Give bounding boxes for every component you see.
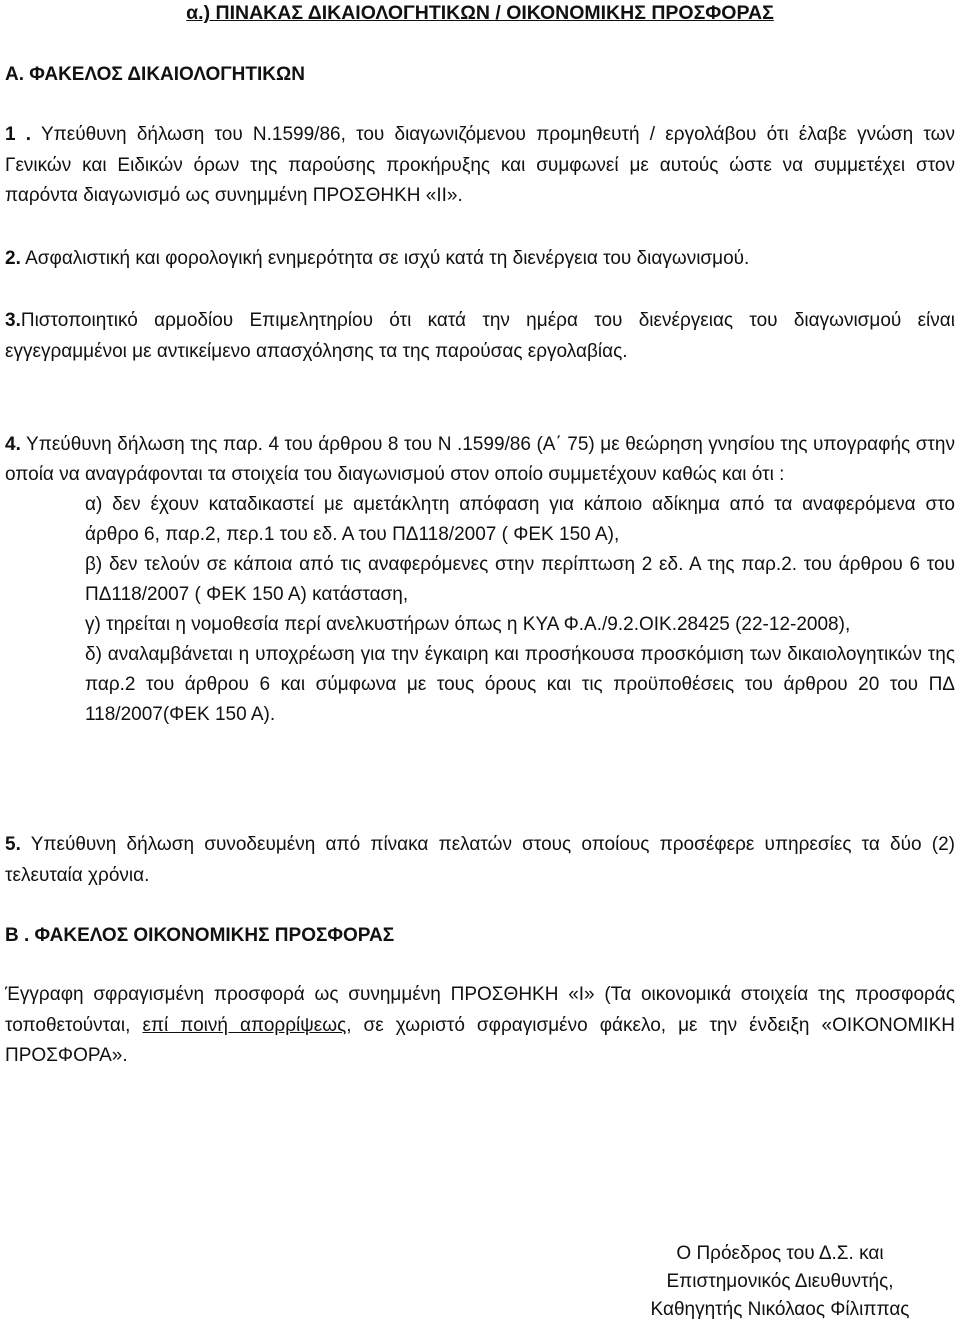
item-4-number: 4. xyxy=(5,434,21,455)
section-b-underlined: επί ποινή απορρίψεως xyxy=(142,1014,347,1036)
item-4-d: δ) αναλαμβάνεται η υποχρέωση για την έγκαιρη και προσήκουσα προσκόμιση των δικαιολογητικών της παρ.2 του άρθρου 6 και σύμφωνα με τους όρους και τις προϋποθέσεις του άρθρου 20 του ΠΔ 118/2007(ΦΕΚ 150 Α). xyxy=(85,644,955,725)
item-5-number: 5. xyxy=(5,834,21,855)
signature-block xyxy=(615,1240,945,1324)
item-1-number: 1 . xyxy=(5,124,32,145)
signature-line-1: Ο Πρόεδρος του Δ.Σ. και xyxy=(676,1243,884,1264)
item-1 xyxy=(5,120,955,212)
item-1-text: Υπεύθυνη δήλωση του Ν.1599/86, του διαγωνιζόμενου προμηθευτή / εργολάβου ότι έλαβε γνώση των Γενικών και Ειδικών όρων της παρούσης προκήρυξης και συμφωνεί με αυτούς ώστε να συμμετέχει στον παρόντα διαγωνισμό ως συνημμένη ΠΡΟΣΘΗΚΗ «ΙΙ». xyxy=(5,124,955,206)
signature-line-2: Επιστημονικός Διευθυντής, xyxy=(666,1271,894,1292)
item-4-a: α) δεν έχουν καταδικαστεί με αμετάκλητη απόφαση για κάποιο αδίκημα από τα αναφερόμενα στο άρθρο 6, παρ.2, περ.1 του εδ. Α του ΠΔ118/2007 ( ΦΕΚ 150 Α), xyxy=(85,494,955,545)
document-title: α.) ΠΙΝΑΚΑΣ ΔΙΚΑΙΟΛΟΓΗΤΙΚΩΝ / ΟΙΚΟΝΟΜΙΚΗΣ ΠΡΟΣΦΟΡΑΣ xyxy=(186,2,774,24)
item-2-number: 2. xyxy=(5,248,21,269)
item-5 xyxy=(5,830,955,891)
section-a-heading: Α. ΦΑΚΕΛΟΣ ΔΙΚΑΙΟΛΟΓΗΤΙΚΩΝ xyxy=(5,64,305,85)
item-4 xyxy=(5,430,955,730)
item-3-number: 3. xyxy=(5,310,21,331)
item-2 xyxy=(5,244,955,275)
item-5-text: Υπεύθυνη δήλωση συνοδευμένη από πίνακα πελατών στους οποίους προσέφερε υπηρεσίες τα δύο (2) τελευταία χρόνια. xyxy=(5,834,956,886)
section-b-heading: Β . ΦΑΚΕΛΟΣ ΟΙΚΟΝΟΜΙΚΗΣ ΠΡΟΣΦΟΡΑΣ xyxy=(5,925,395,946)
item-2-text: Ασφαλιστική και φορολογική ενημερότητα σε ισχύ κατά τη διενέργεια του διαγωνισμού. xyxy=(25,248,750,269)
item-4-b: β) δεν τελούν σε κάποια από τις αναφερόμενες στην περίπτωση 2 εδ. Α της παρ.2. του άρθρου 6 του ΠΔ118/2007 ( ΦΕΚ 150 Α) κατάσταση, xyxy=(85,554,955,605)
item-3 xyxy=(5,306,955,367)
section-b-text-before: Έγγραφη σφραγισμένη προσφορά ως συνημμένη ΠΡΟΣΘΗΚΗ «Ι» (Τα οικονομικά στοιχεία της προσφοράς τοποθετούνται, xyxy=(5,984,955,1036)
item-4-c: γ) τηρείται η νομοθεσία περί ανελκυστήρων όπως η ΚΥΑ Φ.Α./9.2.ΟΙΚ.28425 (22-12-2008), xyxy=(85,614,851,635)
section-b-text-after: , σε χωριστό σφραγισμένο φάκελο, με την ένδειξη «ΟΙΚΟΝΟΜΙΚΗ ΠΡΟΣΦΟΡΑ». xyxy=(5,1014,955,1066)
section-b-text xyxy=(5,980,955,1072)
item-4-text: Υπεύθυνη δήλωση της παρ. 4 του άρθρου 8 του Ν .1599/86 (Α΄ 75) με θεώρηση γνησίου της υπογραφής στην οποία να αναγράφονται τα στοιχεία του διαγωνισμού στον οποίο συμμετέχουν καθώς και ότι : xyxy=(5,434,956,485)
item-3-text: Πιστοποιητικό αρμοδίου Επιμελητηρίου ότι κατά την ημέρα του διενέργειας του διαγωνισμού είναι εγγεγραμμένοι με αντικείμενο απασχόλησης τα της παρούσας εργολαβίας. xyxy=(5,310,955,362)
signature-line-3: Καθηγητής Νικόλαος Φίλιππας xyxy=(650,1299,910,1320)
